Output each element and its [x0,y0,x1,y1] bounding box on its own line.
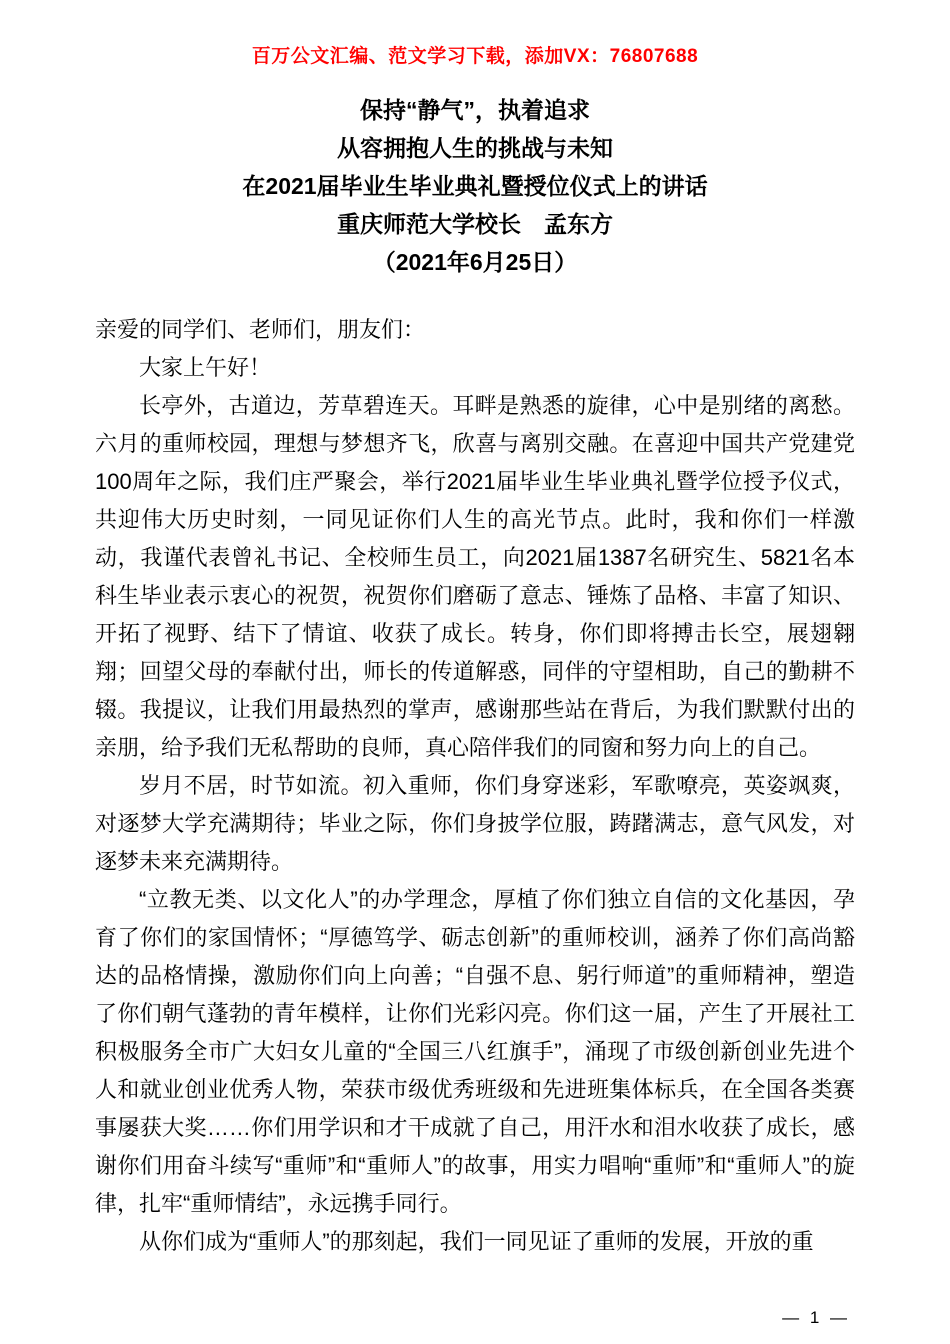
body-paragraph-1: 长亭外，古道边，芳草碧连天。耳畔是熟悉的旋律，心中是别绪的离愁。六月的重师校园，理想与梦想齐飞，欣喜与离别交融。在喜迎中国共产党建党100周年之际，我们庄严聚会，举行2021届毕业生毕业典礼暨学位授予仪式，共迎伟大历史时刻，一同见证你们人生的高光节点。此时，我和你们一样激动，我谨代表曾礼书记、全校师生员工，向2021届1387名研究生、5821名本科生毕业表示衷心的祝贺，祝贺你们磨砺了意志、锤炼了品格、丰富了知识、开拓了视野、结下了情谊、收获了成长。转身，你们即将搏击长空，展翅翱翔；回望父母的奉献付出，师长的传道解惑，同伴的守望相助，自己的勤耕不辍。我提议，让我们用最热烈的掌声，感谢那些站在背后，为我们默默付出的亲朋，给予我们无私帮助的良师，真心陪伴我们的同窗和努力向上的自己。 [95,393,855,760]
greeting-paragraph: 大家上午好！ [139,355,272,380]
body-paragraph-2: 岁月不居，时节如流。初入重师，你们身穿迷彩，军歌嘹亮，英姿飒爽，对逐梦大学充满期待；毕业之际，你们身披学位服，踌躇满志，意气风发，对逐梦未来充满期待。 [95,773,855,874]
page-number: — 1 — [782,1308,850,1327]
body-paragraph-4: 从你们成为“重师人”的那刻起，我们一同见证了重师的发展，开放的重 [139,1229,814,1254]
document-body [95,311,855,1261]
title-block [95,91,855,281]
document-title-line-1: 保持“静气”，执着追求 [360,97,590,123]
promo-banner: 百万公文汇编、范文学习下载，添加VX：76807688 [251,46,699,67]
date-line: （2021年6月25日） [372,249,578,275]
salutation: 亲爱的同学们、老师们，朋友们： [95,317,426,342]
speaker-line: 重庆师范大学校长 孟东方 [337,211,613,237]
body-paragraph-3: “立教无类、以文化人”的办学理念，厚植了你们独立自信的文化基因，孕育了你们的家国情怀；“厚德笃学、砺志创新”的重师校训，涵养了你们高尚豁达的品格情操，激励你们向上向善；“自强不息、躬行师道”的重师精神，塑造了你们朝气蓬勃的青年模样，让你们光彩闪亮。你们这一届，产生了开展社工积极服务全市广大妇女儿童的“全国三八红旗手”，涌现了市级创新创业先进个人和就业创业优秀人物，荣获市级优秀班级和先进班集体标兵，在全国各类赛事屡获大奖……你们用学识和才干成就了自己，用汗水和泪水收获了成长，感谢你们用奋斗续写“重师”和“重师人”的故事，用实力唱响“重师”和“重师人”的旋律，扎牢“重师情结”，永远携手同行。 [95,887,855,1216]
document-title-line-2: 从容拥抱人生的挑战与未知 [337,135,613,161]
document-subtitle: 在2021届毕业生毕业典礼暨授位仪式上的讲话 [242,173,708,199]
